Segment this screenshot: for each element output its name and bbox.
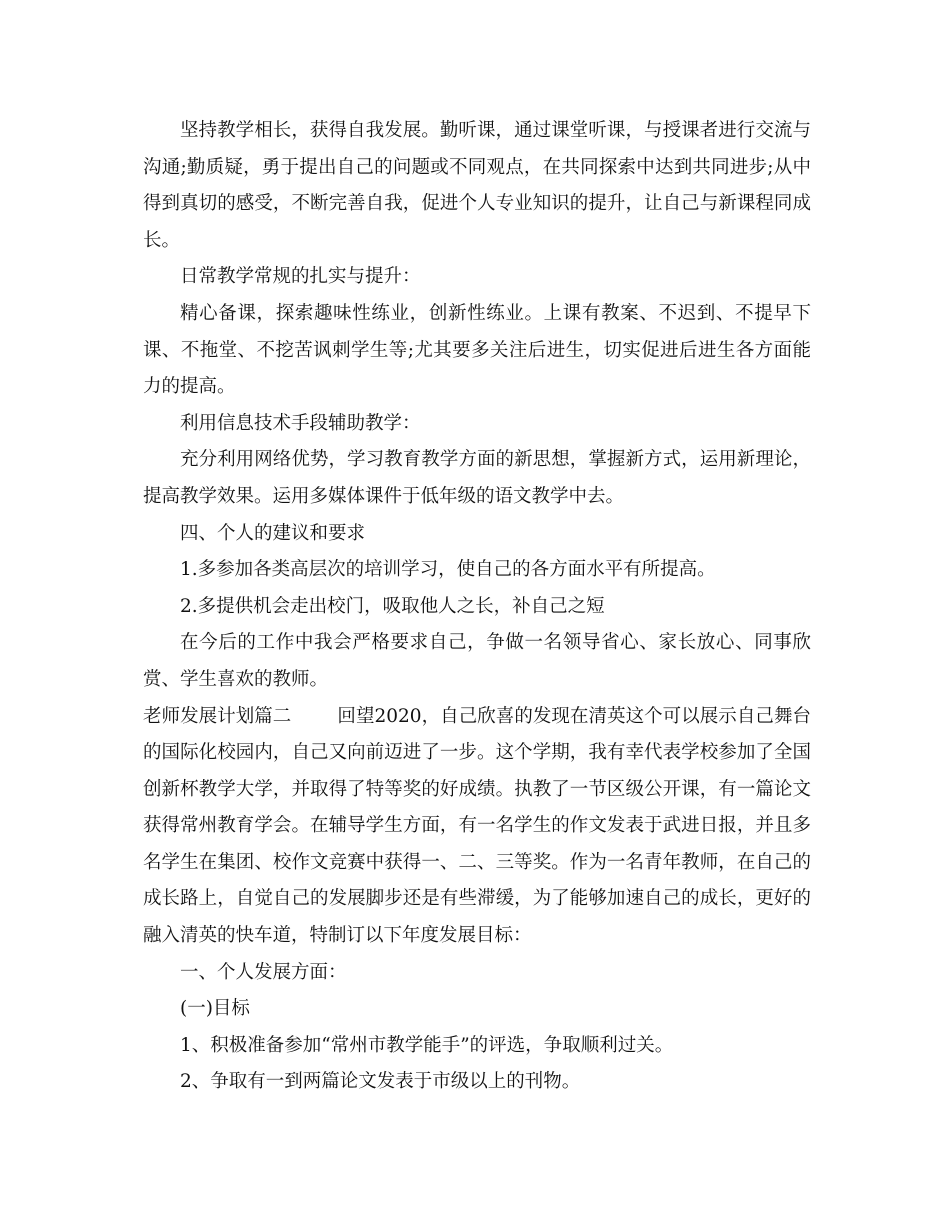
list-item-goal-1: 1、积极准备参加“常州市教学能手”的评选，争取顺利过关。 [180,1034,674,1056]
subheading-goals: (一)目标 [180,998,250,1020]
paragraph-commitment: 在今后的工作中我会严格要求自己，争做一名领导省心、家长放心、同事欣赏、学生喜欢的教师。 [143,632,811,690]
plan-two-heading: 老师发展计划篇二 [143,705,292,727]
section-heading-personal-development: 一、个人发展方面： [180,961,347,983]
paragraph-routine-heading: 日常教学常规的扎实与提升： [180,266,421,288]
section-heading-suggestions: 四、个人的建议和要求 [180,522,366,544]
list-item-suggestion-2: 2.多提供机会走出校门，吸取他人之长，补自己之短 [180,595,605,617]
plan-two-text: 回望2020，自己欣喜的发现在清英这个可以展示自己舞台的国际化校园内，自己又向前迈进了一步。这个学期，我有幸代表学校参加了全国创新杯教学大学，并取得了特等奖的好成绩。执教了一节区级公开课，有一篇论文获得常州教育学会。在辅导学生方面，有一名学生的作文发表于武进日报，并且多名学生在集团、校作文竞赛中获得一、二、三等奖。作为一名青年教师，在自己的成长路上，自觉自己的发展脚步还是有些滞缓，为了能够加速自己的成长，更好的融入清英的快车道，特制订以下年度发展目标： [143,705,811,947]
document-body [143,113,811,1101]
paragraph-it-heading: 利用信息技术手段辅助教学： [180,412,421,434]
list-item-goal-2: 2、争取有一到两篇论文发表于市级以上的刊物。 [180,1071,581,1093]
list-item-suggestion-1: 1.多参加各类高层次的培训学习，使自己的各方面水平有所提高。 [180,559,716,581]
paragraph-network: 充分利用网络优势，学习教育教学方面的新思想，掌握新方式，运用新理论，提高教学效果。运用多媒体课件于低年级的语文教学中去。 [143,449,811,507]
paragraph-plan-two [143,699,811,955]
paragraph-teaching-growth: 坚持教学相长，获得自我发展。勤听课，通过课堂听课，与授课者进行交流与沟通;勤质疑，勇于提出自己的问题或不同观点，在共同探索中达到共同进步;从中得到真切的感受，不断完善自我，促进个人专业知识的提升，让自己与新课程同成长。 [143,120,811,251]
paragraph-lesson-prep: 精心备课，探索趣味性练业，创新性练业。上课有教案、不迟到、不提早下课、不拖堂、不挖苦讽刺学生等;尤其要多关注后进生，切实促进后进生各方面能力的提高。 [143,302,811,398]
